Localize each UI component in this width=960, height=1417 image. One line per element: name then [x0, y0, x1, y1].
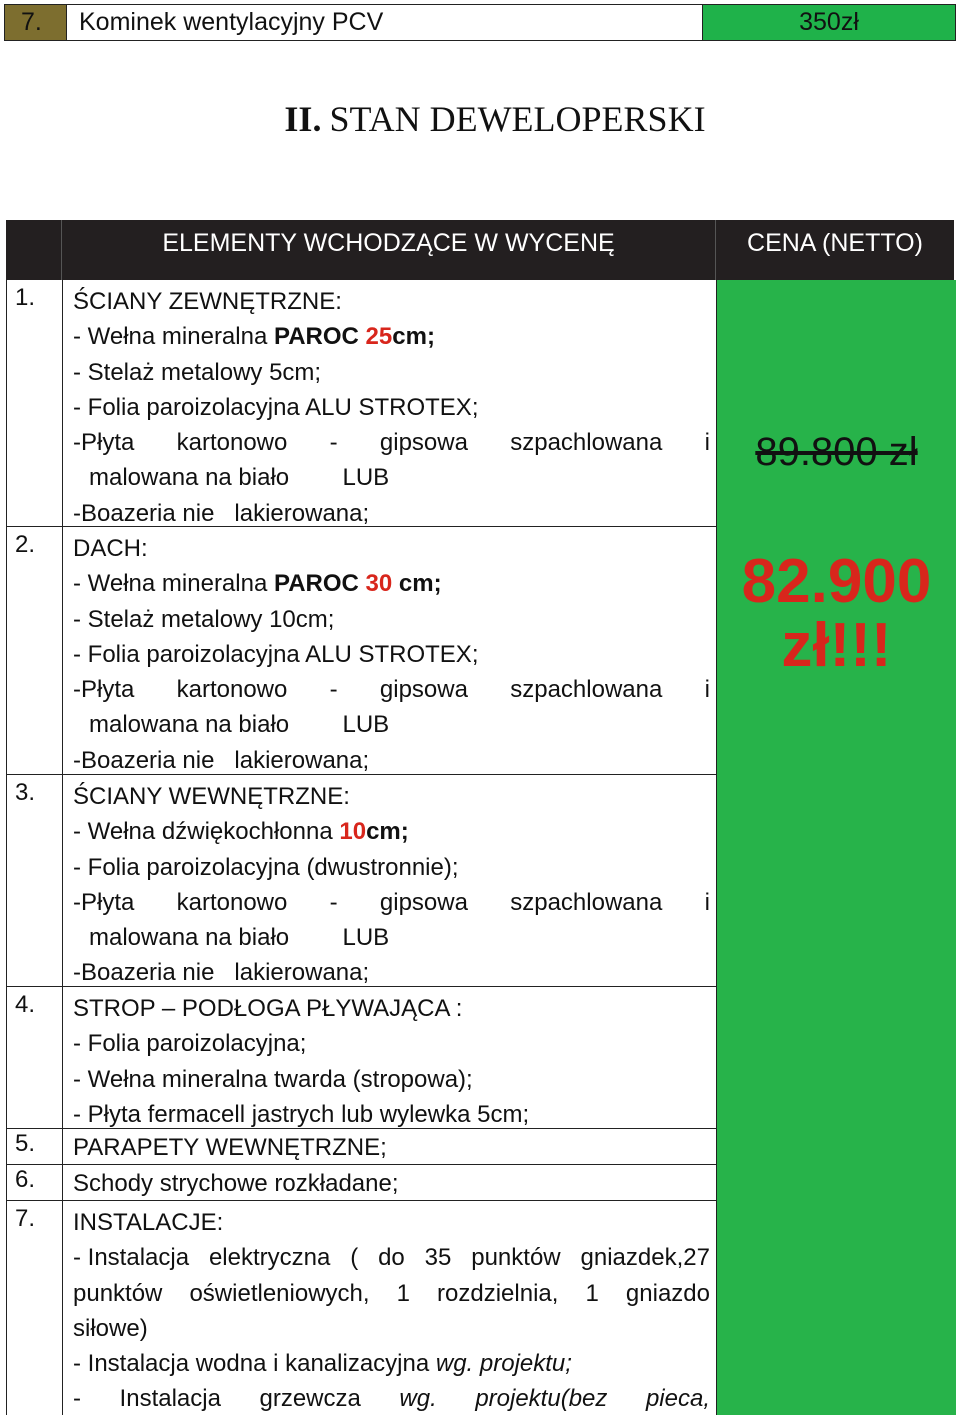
- new-price: 82.900 zł!!!: [741, 547, 932, 680]
- row-number: 7.: [5, 5, 67, 40]
- table-row: 5. PARAPETY WEWNĘTRZNE;: [7, 1129, 716, 1165]
- item-name: Kominek wentylacyjny PCV: [67, 5, 703, 40]
- old-price: 89.800 zł: [755, 430, 918, 474]
- section-title: II. STAN DEWELOPERSKI: [284, 99, 706, 139]
- previous-item-row: [4, 4, 956, 41]
- table-header: [6, 220, 954, 280]
- table-row: 3. ŚCIANY WEWNĘTRZNE: - Wełna dźwiękochłonna 10cm; - Folia paroizolacyjna (dwustronnie); -Płyta kartonowo - gipsowa szpachlowana i malowana na biało LUB -Boazeria nie lakierowana;: [7, 775, 716, 987]
- table-row: 7. INSTALACJE: - Instalacja elektryczna ( do 35 punktów gniazdek,27 punktów oświetleniowych, 1 rozdzielnia, 1 gniazdo siłowe) - Instalacja wodna i kanalizacyjna wg. projektu; - Instalacja grzewcza wg. projektu(bez pieca,: [15, 1205, 710, 1413]
- table-row: 1. ŚCIANY ZEWNĘTRZNE: - Wełna mineralna PAROC 25cm; - Stelaż metalowy 5cm; - Folia paroizolacyjna ALU STROTEX; -Płyta kartonowo - gipsowa szpachlowana i malowana na biało LUB -Boazeria nie lakierowana;: [7, 280, 716, 527]
- table-row: 4. STROP – PODŁOGA PŁYWAJĄCA : - Folia paroizolacyjna; - Wełna mineralna twarda (stropowa); - Płyta fermacell jastrych lub wylewka 5cm;: [7, 987, 716, 1129]
- table-row: 2. DACH: - Wełna mineralna PAROC 30 cm; - Stelaż metalowy 10cm; - Folia paroizolacyjna ALU STROTEX; -Płyta kartonowo - gipsowa szpachlowana i malowana na biało LUB -Boazeria nie lakierowana;: [7, 527, 716, 775]
- pricing-table: [6, 280, 955, 1415]
- header-price: CENA (NETTO): [747, 229, 923, 257]
- item-price: 350zł: [703, 5, 955, 40]
- header-elements: ELEMENTY WCHODZĄCE W WYCENĘ: [62, 220, 716, 280]
- price-column: [716, 280, 956, 1415]
- table-row: 6. Schody strychowe rozkładane;: [7, 1165, 716, 1201]
